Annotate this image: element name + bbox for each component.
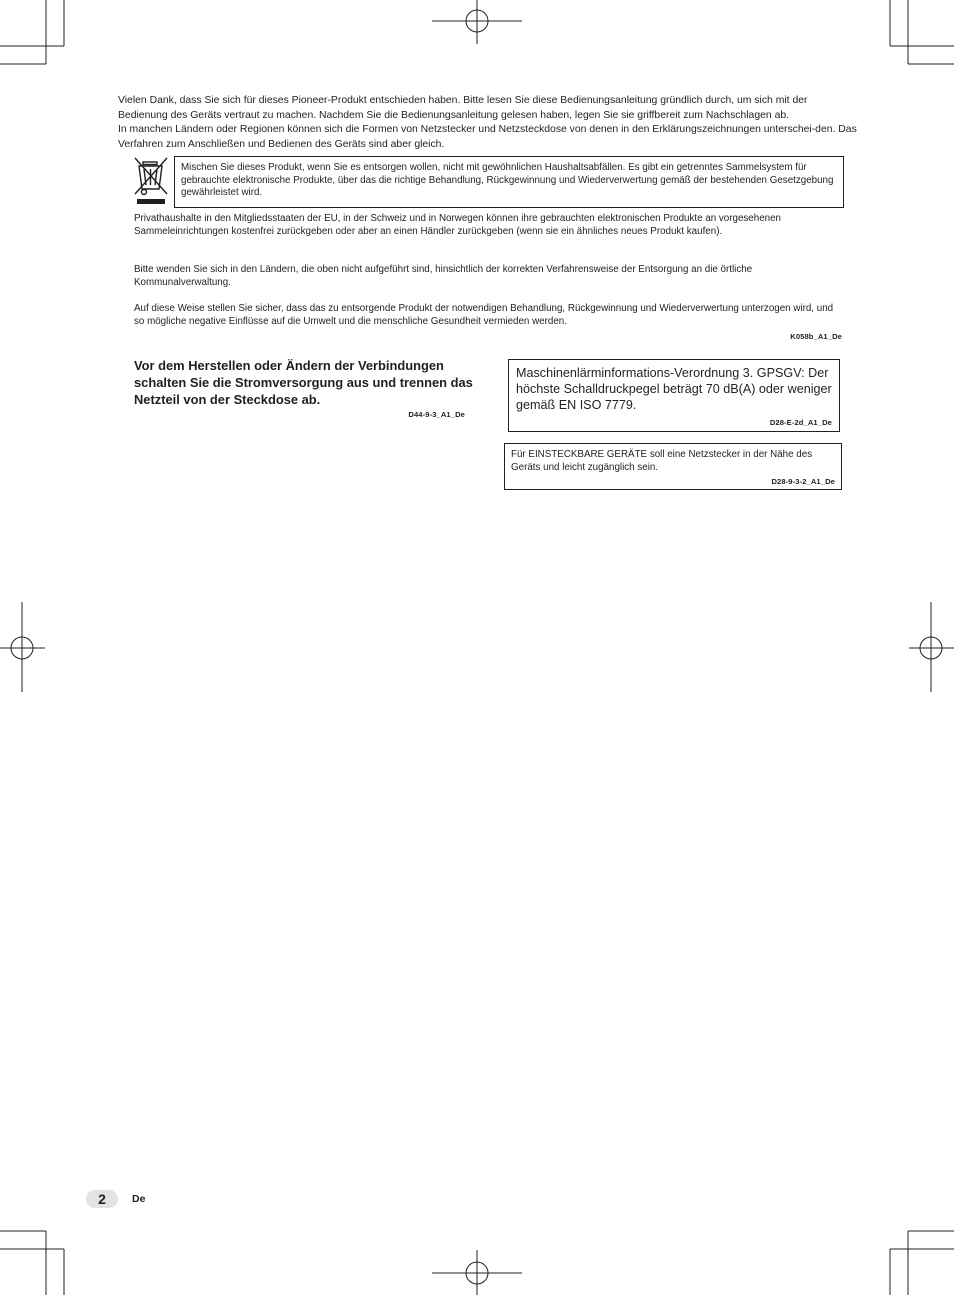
warning-doc-code: D44-9-3_A1_De (408, 410, 465, 419)
weee-paragraph-eu: Privathaushalte in den Mitgliedsstaaten der EU, in der Schweiz und in Norwegen können ihre gebrauchten elektronischen Produkte an vorgesehenen Sammeleinrichtungen kostenfrei zurückgeben oder aber an einen Händler zurückgeben (wenn sie ein ähnliches neues Produkt kaufen). (134, 213, 781, 237)
crossed-out-wheelie-bin-icon (132, 155, 170, 205)
intro-paragraph-thanks: Vielen Dank, dass Sie sich für dieses Pioneer-Produkt entschieden haben. Bitte lesen Sie diese Bedienungsanleitung gründlich durch, um sich mit der Bedienung des Geräts vertraut zu machen. Nachdem Sie die Bedienungsanleitung gelesen haben, legen Sie sie griffbereit zum Nachschlagen ab. (118, 95, 808, 121)
page-number: 2 (86, 1190, 118, 1208)
intro-text (118, 94, 860, 152)
weee-notice-box (174, 156, 844, 208)
noise-info-box (508, 359, 840, 432)
connection-warning: Vor dem Herstellen oder Ändern der Verbindungen schalten Sie die Stromversorgung aus und trennen das Netzteil von der Steckdose ab. (134, 358, 473, 407)
weee-paragraph-environment: Auf diese Weise stellen Sie sicher, dass das zu entsorgende Produkt der notwendigen Behandlung, Rückgewinnung und Wiederverwertung unterzogen wird, und so mögliche negative Einflüsse auf die Umwelt und die menschliche Gesundheit vermieden werden. (134, 303, 834, 327)
weee-notice-text: Mischen Sie dieses Produkt, wenn Sie es entsorgen wollen, nicht mit gewöhnlichen Haushaltsabfällen. Es gibt ein getrenntes Sammelsystem für gebrauchte elektronische Produkte, über das die richtige Behandlung, Rückgewinnung und Wiederverwertung gemäß der bestehenden Gesetzgebung gewährleistet wird. (181, 162, 834, 199)
language-code: De (132, 1193, 146, 1205)
plug-doc-code: D28-9-3-2_A1_De (771, 476, 835, 486)
plug-info-text: Für EINSTECKBARE GERÄTE soll eine Netzstecker in der Nähe des Geräts und leicht zugänglich sein. (511, 449, 813, 473)
plug-info-box (504, 443, 842, 490)
noise-info-text: Maschinenlärminformations-Verordnung 3. GPSGV: Der höchste Schalldruckpegel beträgt 70 dB(A) oder weniger gemäß EN ISO 7779. (516, 366, 832, 413)
weee-doc-code: K058b_A1_De (790, 332, 842, 341)
intro-paragraph-plug-shape: In manchen Ländern oder Regionen können sich die Formen von Netzstecker und Netzsteckdose von denen in den Erklärungszeichnungen unterschei-den. Das Verfahren zum Anschließen und Bedienen des Geräts sind aber gleich. (118, 124, 857, 150)
noise-doc-code: D28-E-2d_A1_De (769, 417, 832, 427)
weee-paragraph-other-countries: Bitte wenden Sie sich in den Ländern, die oben nicht aufgeführt sind, hinsichtlich der korrekten Verfahrensweise der Entsorgung an die örtliche Kommunalverwaltung. (134, 264, 753, 288)
